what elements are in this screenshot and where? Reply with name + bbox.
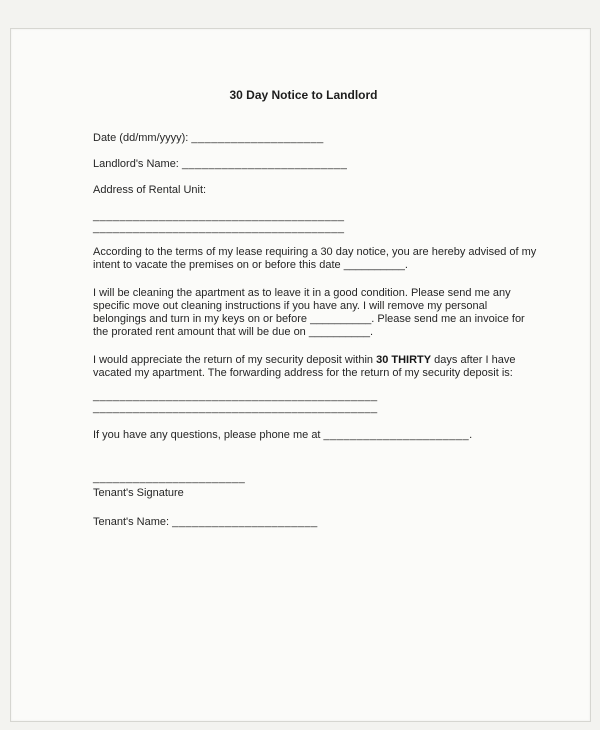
date-blank-line: ____________________ bbox=[191, 132, 324, 144]
tenant-signature-label: Tenant's Signature bbox=[93, 487, 184, 499]
forwarding-address-blank-line-1: ___________________________________________ bbox=[93, 390, 378, 402]
phone-blank-line: ______________________ bbox=[323, 429, 470, 441]
forwarding-address-blank-line-2: ___________________________________________ bbox=[93, 402, 378, 414]
notice-paragraph: According to the terms of my lease requiring a 30 day notice, you are hereby advised of my intent to vacate the premises on or before this date __________. bbox=[93, 246, 537, 271]
scanned-document-page bbox=[10, 28, 591, 722]
date-label: Date (dd/mm/yyyy): bbox=[93, 132, 189, 144]
landlord-name-field-row bbox=[93, 158, 540, 171]
date-field-row bbox=[93, 132, 540, 145]
deposit-paragraph-before: I would appreciate the return of my security deposit within bbox=[93, 354, 377, 366]
phone-row bbox=[93, 429, 540, 442]
document-content bbox=[11, 29, 590, 529]
deposit-paragraph-after: days after I have vacated my apartment. The forwarding address for the return of my security deposit is: bbox=[93, 354, 516, 379]
address-blank-line-1: ______________________________________ bbox=[93, 210, 345, 222]
deposit-paragraph bbox=[93, 354, 540, 380]
tenant-name-label: Tenant's Name: bbox=[93, 516, 170, 528]
address-label: Address of Rental Unit: bbox=[93, 184, 207, 196]
cleaning-paragraph: I will be cleaning the apartment as to leave it in a good condition. Please send me any specific move out cleaning instructions if you have any. I will remove my personal belongings and turn in my keys on or before __________. Please send me an invoice for the prorated rent amount that will be due on __________. bbox=[93, 287, 525, 338]
document-title: 30 Day Notice to Landlord bbox=[229, 88, 378, 102]
signature-block bbox=[93, 472, 540, 500]
phone-period: . bbox=[469, 429, 473, 441]
landlord-name-label: Landlord's Name: bbox=[93, 158, 179, 170]
address-blank-lines bbox=[93, 210, 540, 234]
address-blank-line-2: ______________________________________ bbox=[93, 222, 345, 234]
deposit-paragraph-bold-30-thirty: 30 THIRTY bbox=[376, 354, 432, 366]
address-label-row bbox=[93, 184, 540, 197]
tenant-signature-blank-line: _______________________ bbox=[93, 472, 246, 484]
tenant-name-field-row bbox=[93, 516, 540, 529]
phone-label: If you have any questions, please phone me at bbox=[93, 429, 324, 441]
tenant-name-blank-line: ______________________ bbox=[172, 516, 318, 528]
landlord-name-blank-line: _________________________ bbox=[181, 158, 348, 170]
forwarding-address-blank-lines bbox=[93, 390, 540, 414]
